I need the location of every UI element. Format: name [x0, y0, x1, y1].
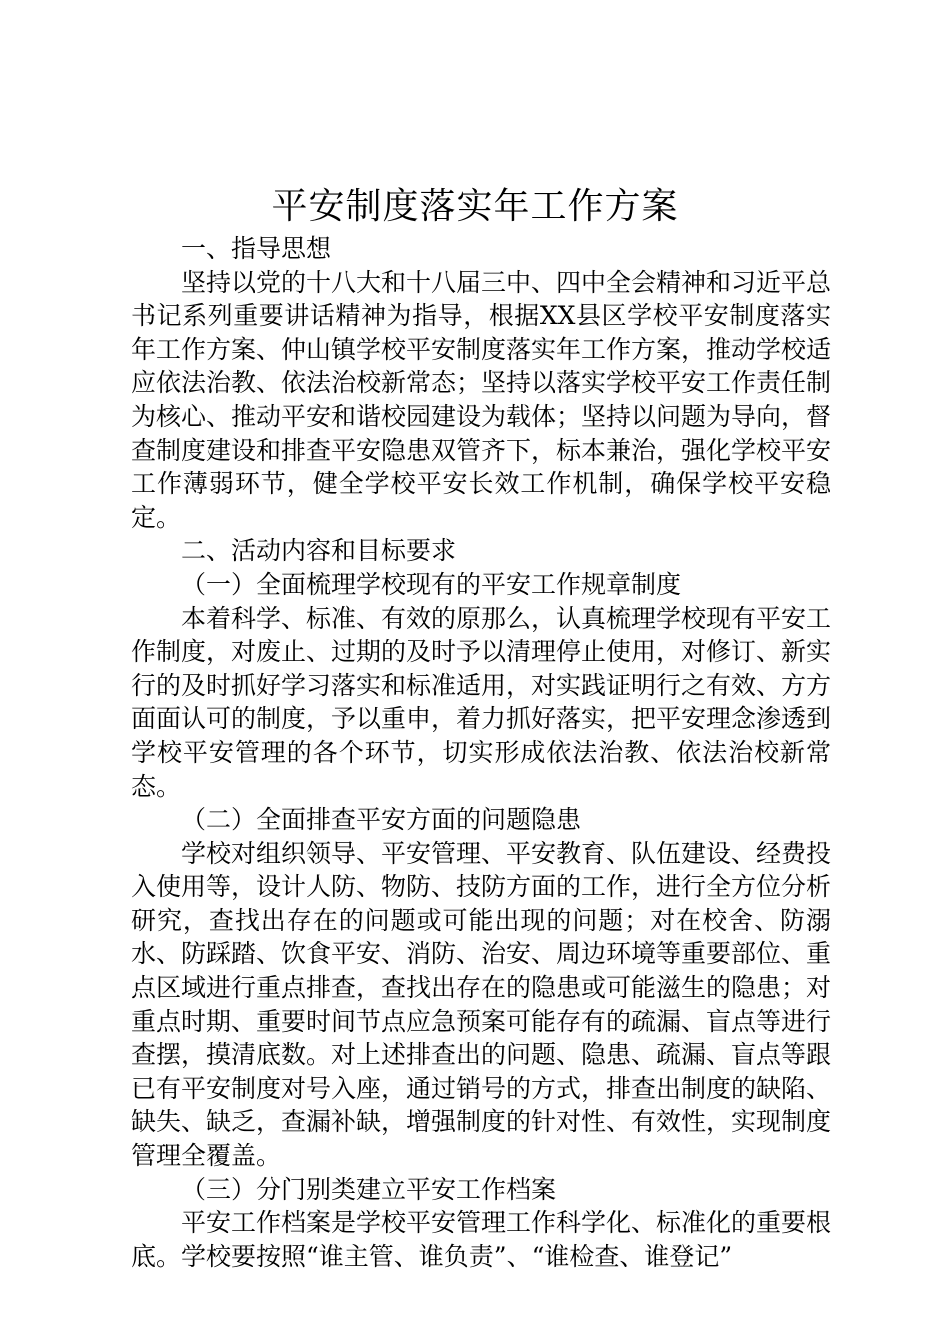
paragraph-subsection-3: 平安工作档案是学校平安管理工作科学化、标准化的重要根底。学校要按照“谁主管、谁负责”、“谁检查、谁登记” [131, 1208, 832, 1271]
subsection-heading-3: （三）分门别类建立平安工作档案 [181, 1174, 557, 1204]
document-title: 平安制度落实年工作方案 [271, 186, 679, 227]
paragraph-subsection-1: 本着科学、标准、有效的原那么，认真梳理学校现有平安工作制度，对废止、过期的及时予以清理停止使用，对修订、新实行的及时抓好学习落实和标准适用，对实践证明行之有效、方方面面认可的制度，予以重申，着力抓好落实，把平安理念渗透到学校平安管理的各个环节，切实形成依法治教、依法治校新常态。 [131, 603, 832, 801]
document-body [131, 232, 831, 1273]
section-heading-guiding-ideology: 一、指导思想 [181, 234, 332, 263]
paragraph-subsection-2: 学校对组织领导、平安管理、平安教育、队伍建设、经费投入使用等，设计人防、物防、技防方面的工作，进行全方位分析研究，查找出存在的问题或可能出现的问题；对在校舍、防溺水、防踩踏、饮食平安、消防、治安、周边环境等重要部位、重点区域进行重点排查，查找出存在的隐患或可能滋生的隐患；对重点时期、重要时间节点应急预案可能存有的疏漏、盲点等进行查摆，摸清底数。对上述排查出的问题、隐患、疏漏、盲点等跟已有平安制度对号入座，通过销号的方式，排查出制度的缺陷、缺失、缺乏，查漏补缺，增强制度的针对性、有效性，实现制度管理全覆盖。 [131, 838, 832, 1171]
section-heading-activity-content: 二、活动内容和目标要求 [181, 536, 457, 566]
subsection-heading-2: （二）全面排查平安方面的问题隐患 [181, 805, 582, 835]
paragraph-guiding-ideology: 坚持以党的十八大和十八届三中、四中全会精神和习近平总书记系列重要讲话精神为指导，根据XX县区学校平安制度落实年工作方案、仲山镇学校平安制度落实年工作方案，推动学校适应依法治教、依法治校新常态；坚持以落实学校平安工作责任制为核心、推动平安和谐校园建设为载体；坚持以问题为导向，督查制度建设和排查平安隐患双管齐下，标本兼治，强化学校平安工作薄弱环节，健全学校平安长效工作机制，确保学校平安稳定。 [131, 267, 832, 532]
subsection-heading-1: （一）全面梳理学校现有的平安工作规章制度 [181, 569, 682, 599]
